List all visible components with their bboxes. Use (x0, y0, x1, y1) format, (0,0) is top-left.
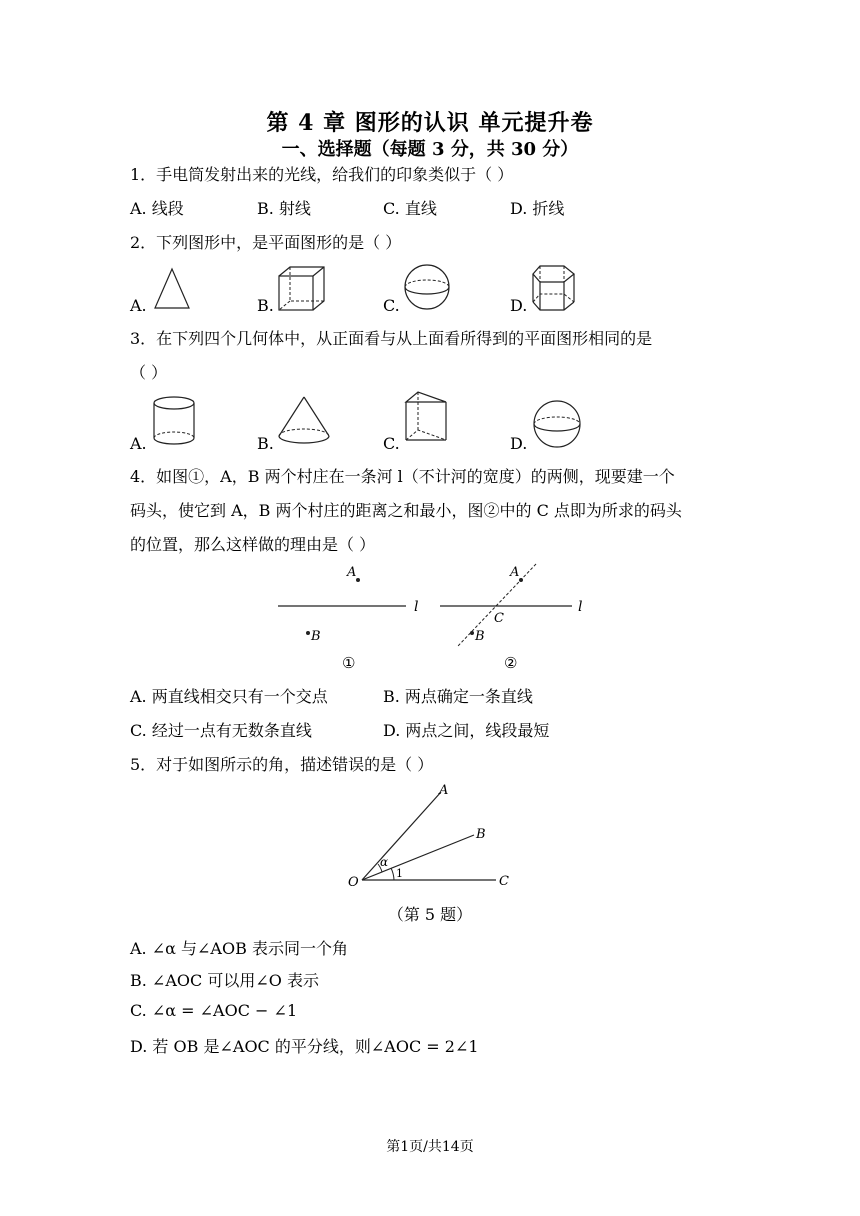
fig2-label-l: l (578, 599, 583, 615)
cone-figure (276, 394, 334, 448)
angle-label-b: B (476, 827, 486, 842)
q3-option-b: B. (257, 434, 274, 453)
fig1-label-a: A (347, 565, 357, 580)
question-4-line1: 4．如图①，A，B 两个村庄在一条河 l（不计河的宽度）的两侧，现要建一个 (130, 467, 675, 486)
question-4-line2: 码头，使它到 A，B 两个村庄的距离之和最小，图②中的 C 点即为所求的码头 (130, 501, 682, 520)
cylinder-figure (150, 394, 198, 450)
question-5: 5．对于如图所示的角，描述错误的是（ ） (130, 755, 434, 774)
angle-label-alpha: α (380, 855, 389, 869)
q1-option-a: A. 线段 (130, 199, 184, 218)
q5-option-b: B. ∠AOC 可以用∠O 表示 (130, 971, 319, 990)
q4-option-b: B. 两点确定一条直线 (383, 687, 533, 706)
q3-option-c: C. (383, 434, 400, 453)
q5-option-a: A. ∠α 与∠AOB 表示同一个角 (130, 939, 348, 958)
river-figure-1 (276, 562, 436, 672)
sphere-figure (402, 262, 454, 312)
q4-option-c: C. 经过一点有无数条直线 (130, 721, 312, 740)
page-title: 第 4 章 图形的认识 单元提升卷 (266, 110, 594, 136)
question-4-line3: 的位置，那么这样做的理由是（ ） (130, 535, 376, 554)
triangular-prism-figure (402, 388, 452, 450)
q4-option-a: A. 两直线相交只有一个交点 (130, 687, 328, 706)
question-1: 1．手电筒发射出来的光线，给我们的印象类似于（ ） (130, 165, 514, 184)
q2-option-a: A. (130, 296, 147, 315)
q3-option-d: D. (510, 434, 528, 453)
section-heading: 一、选择题（每题 3 分，共 30 分） (281, 139, 579, 160)
cube-figure (276, 264, 328, 312)
river-figure-2 (438, 562, 598, 672)
fig2-label-a: A (510, 565, 520, 580)
q3-option-a: A. (130, 434, 147, 453)
angle-label-o: O (348, 875, 359, 890)
fig1-label-b: B (311, 629, 321, 644)
q2-option-c: C. (383, 296, 400, 315)
fig2-caption: ② (504, 654, 518, 672)
question-3-line2: （ ） (130, 363, 168, 382)
q1-option-c: C. 直线 (383, 199, 437, 218)
fig2-label-b: B (475, 629, 485, 644)
fig1-caption: ① (342, 654, 356, 672)
question-3-line1: 3．在下列四个几何体中，从正面看与从上面看所得到的平面图形相同的是 (130, 329, 653, 348)
angle-label-one: 1 (396, 867, 403, 880)
angle-label-a: A (439, 783, 449, 798)
fig2-label-c: C (494, 611, 504, 626)
q2-option-d: D. (510, 296, 528, 315)
q2-option-b: B. (257, 296, 274, 315)
q4-option-d: D. 两点之间，线段最短 (383, 721, 550, 740)
q5-option-d: D. 若 OB 是∠AOC 的平分线，则∠AOC = 2∠1 (130, 1037, 479, 1056)
question-2: 2．下列图形中，是平面图形的是（ ） (130, 233, 402, 252)
q5-option-c: C. ∠α = ∠AOC − ∠1 (130, 1001, 298, 1020)
hexagonal-prism-figure (530, 262, 584, 314)
angle-label-c: C (499, 874, 509, 889)
triangle-figure (152, 266, 192, 312)
q1-option-b: B. 射线 (257, 199, 311, 218)
angle-figure (316, 780, 526, 890)
q1-option-d: D. 折线 (510, 199, 565, 218)
page-footer: 第1页/共14页 (386, 1139, 474, 1155)
fig1-label-l: l (414, 599, 419, 615)
sphere-figure-2 (530, 398, 586, 450)
figure-5-caption: （第 5 题） (387, 905, 473, 924)
